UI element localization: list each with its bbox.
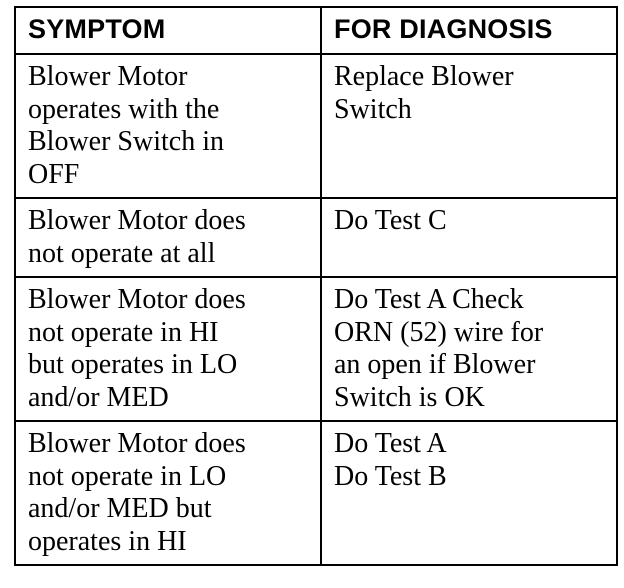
table-row [15, 54, 617, 198]
symptom-cell [15, 198, 321, 277]
diagnosis-cell [321, 277, 617, 421]
diagnosis-text: Do Test A Do Test B [334, 428, 447, 492]
diagnosis-cell [321, 198, 617, 277]
symptom-cell [15, 421, 321, 565]
header-for-diagnosis: FOR DIAGNOSIS [321, 7, 617, 54]
table-row [15, 198, 617, 277]
symptom-cell [15, 54, 321, 198]
diagnosis-table [14, 6, 618, 566]
diagnosis-cell [321, 421, 617, 565]
symptom-text: Blower Motor operates with the Blower Switch in OFF [28, 61, 224, 190]
symptom-text: Blower Motor does not operate at all [28, 205, 246, 269]
table-header-row [15, 7, 617, 54]
table-row [15, 421, 617, 565]
header-symptom: SYMPTOM [15, 7, 321, 54]
diagnosis-text: Do Test C [334, 205, 447, 236]
symptom-text: Blower Motor does not operate in LO and/or MED but operates in HI [28, 428, 246, 557]
table-row [15, 277, 617, 421]
diagnosis-text: Replace Blower Switch [334, 61, 514, 125]
symptom-cell [15, 277, 321, 421]
diagnosis-cell [321, 54, 617, 198]
symptom-text: Blower Motor does not operate in HI but operates in LO and/or MED [28, 284, 246, 413]
diagnosis-text: Do Test A Check ORN (52) wire for an open if Blower Switch is OK [334, 284, 544, 413]
